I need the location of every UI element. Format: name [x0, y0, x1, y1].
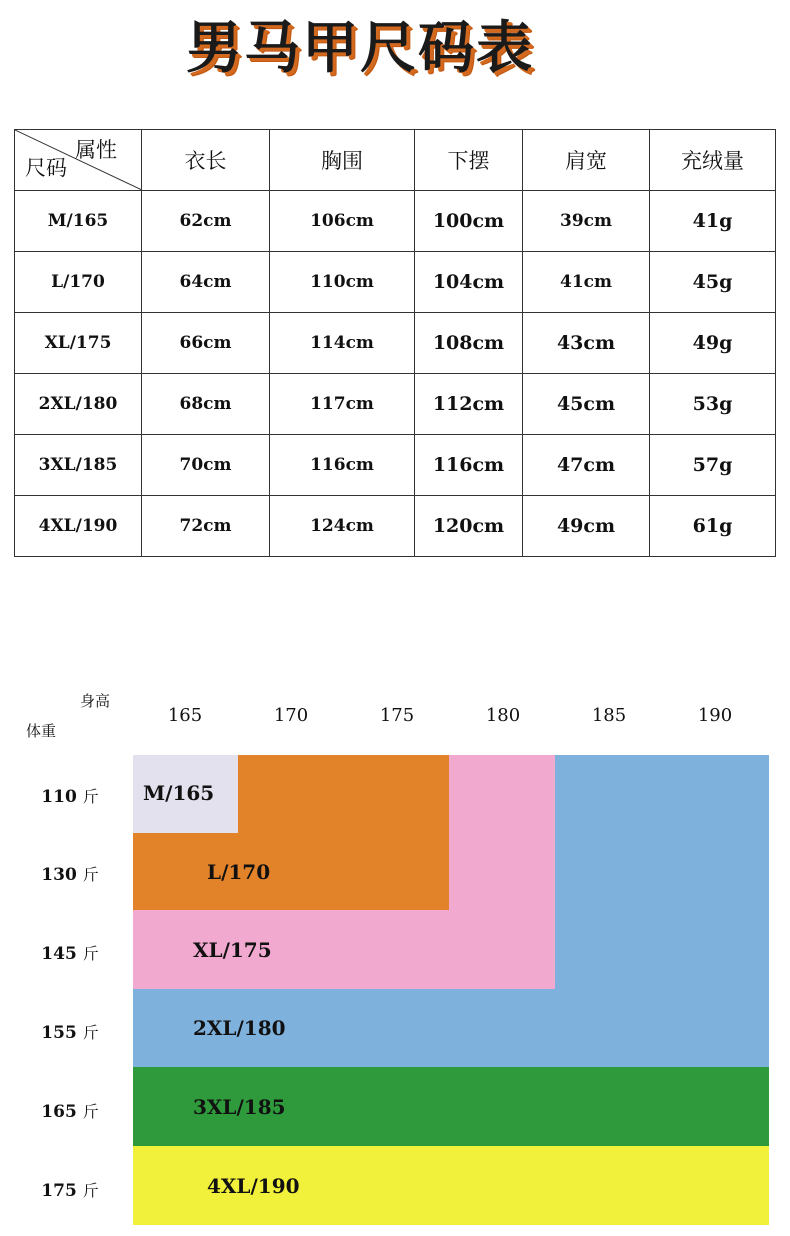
col-header-hem: 下摆 — [415, 130, 523, 191]
zone-xl-175-lower — [133, 910, 449, 989]
cell-hem: 100cm — [415, 191, 523, 252]
zone-label: M/165 — [143, 781, 215, 805]
cell-fill: 57g — [650, 435, 776, 496]
weight-axis-title: 体重 — [26, 722, 57, 740]
table-header-row — [15, 130, 776, 191]
cell-length: 66cm — [142, 313, 270, 374]
weight-label — [30, 1178, 110, 1201]
corner-label-size: 尺码 — [25, 156, 67, 180]
weight-label — [30, 1020, 110, 1043]
col-header-fill: 充绒量 — [650, 130, 776, 191]
cell-chest: 114cm — [270, 313, 415, 374]
weight-label — [30, 784, 110, 807]
height-label: 175 — [379, 705, 415, 726]
weight-unit: 斤 — [82, 944, 99, 963]
cell-chest: 124cm — [270, 496, 415, 557]
cell-chest: 110cm — [270, 252, 415, 313]
corner-label-attribute: 属性 — [75, 138, 117, 162]
col-header-shoulder: 肩宽 — [523, 130, 650, 191]
zone-xl-175-upper — [449, 755, 555, 989]
cell-length: 64cm — [142, 252, 270, 313]
weight-value: 130 — [41, 865, 77, 885]
cell-shoulder: 41cm — [523, 252, 650, 313]
cell-size: L/170 — [15, 252, 142, 313]
weight-unit: 斤 — [82, 865, 99, 884]
weight-label — [30, 941, 110, 964]
cell-size: M/165 — [15, 191, 142, 252]
corner-header — [15, 130, 142, 191]
height-label: 185 — [591, 705, 627, 726]
cell-chest: 117cm — [270, 374, 415, 435]
cell-shoulder: 45cm — [523, 374, 650, 435]
cell-size: 4XL/190 — [15, 496, 142, 557]
cell-fill: 41g — [650, 191, 776, 252]
weight-unit: 斤 — [82, 1181, 99, 1200]
cell-length: 72cm — [142, 496, 270, 557]
cell-shoulder: 43cm — [523, 313, 650, 374]
cell-shoulder: 39cm — [523, 191, 650, 252]
cell-size: XL/175 — [15, 313, 142, 374]
table-row — [15, 313, 776, 374]
cell-hem: 112cm — [415, 374, 523, 435]
weight-value: 155 — [41, 1023, 77, 1043]
zone-label: 4XL/190 — [207, 1174, 300, 1198]
cell-size: 3XL/185 — [15, 435, 142, 496]
cell-fill: 61g — [650, 496, 776, 557]
height-label: 190 — [697, 705, 733, 726]
table-row — [15, 252, 776, 313]
weight-unit: 斤 — [82, 787, 99, 806]
cell-chest: 116cm — [270, 435, 415, 496]
zone-label: 3XL/185 — [193, 1095, 286, 1119]
zone-label: 2XL/180 — [193, 1016, 286, 1040]
cell-chest: 106cm — [270, 191, 415, 252]
weight-value: 145 — [41, 944, 77, 964]
cell-hem: 120cm — [415, 496, 523, 557]
weight-value: 175 — [41, 1181, 77, 1201]
col-header-chest: 胸围 — [270, 130, 415, 191]
col-header-length: 衣长 — [142, 130, 270, 191]
size-table — [14, 129, 776, 557]
table-row — [15, 496, 776, 557]
weight-value: 165 — [41, 1102, 77, 1122]
height-axis-title: 身高 — [80, 692, 111, 710]
weight-unit: 斤 — [82, 1102, 99, 1121]
cell-fill: 53g — [650, 374, 776, 435]
cell-hem: 104cm — [415, 252, 523, 313]
zone-label: L/170 — [207, 860, 271, 884]
height-label: 180 — [485, 705, 521, 726]
cell-size: 2XL/180 — [15, 374, 142, 435]
table-row — [15, 435, 776, 496]
cell-fill: 45g — [650, 252, 776, 313]
cell-length: 70cm — [142, 435, 270, 496]
zone-2xl-180-upper — [555, 755, 769, 1067]
page-title: 男马甲尺码表 — [186, 16, 534, 81]
cell-hem: 116cm — [415, 435, 523, 496]
height-label: 170 — [273, 705, 309, 726]
cell-length: 68cm — [142, 374, 270, 435]
weight-value: 110 — [41, 787, 77, 807]
weight-label — [30, 1099, 110, 1122]
weight-unit: 斤 — [82, 1023, 99, 1042]
cell-hem: 108cm — [415, 313, 523, 374]
table-row — [15, 374, 776, 435]
weight-label — [30, 862, 110, 885]
cell-length: 62cm — [142, 191, 270, 252]
cell-shoulder: 49cm — [523, 496, 650, 557]
height-label: 165 — [167, 705, 203, 726]
zone-label: XL/175 — [193, 938, 272, 962]
cell-shoulder: 47cm — [523, 435, 650, 496]
table-row — [15, 191, 776, 252]
cell-fill: 49g — [650, 313, 776, 374]
